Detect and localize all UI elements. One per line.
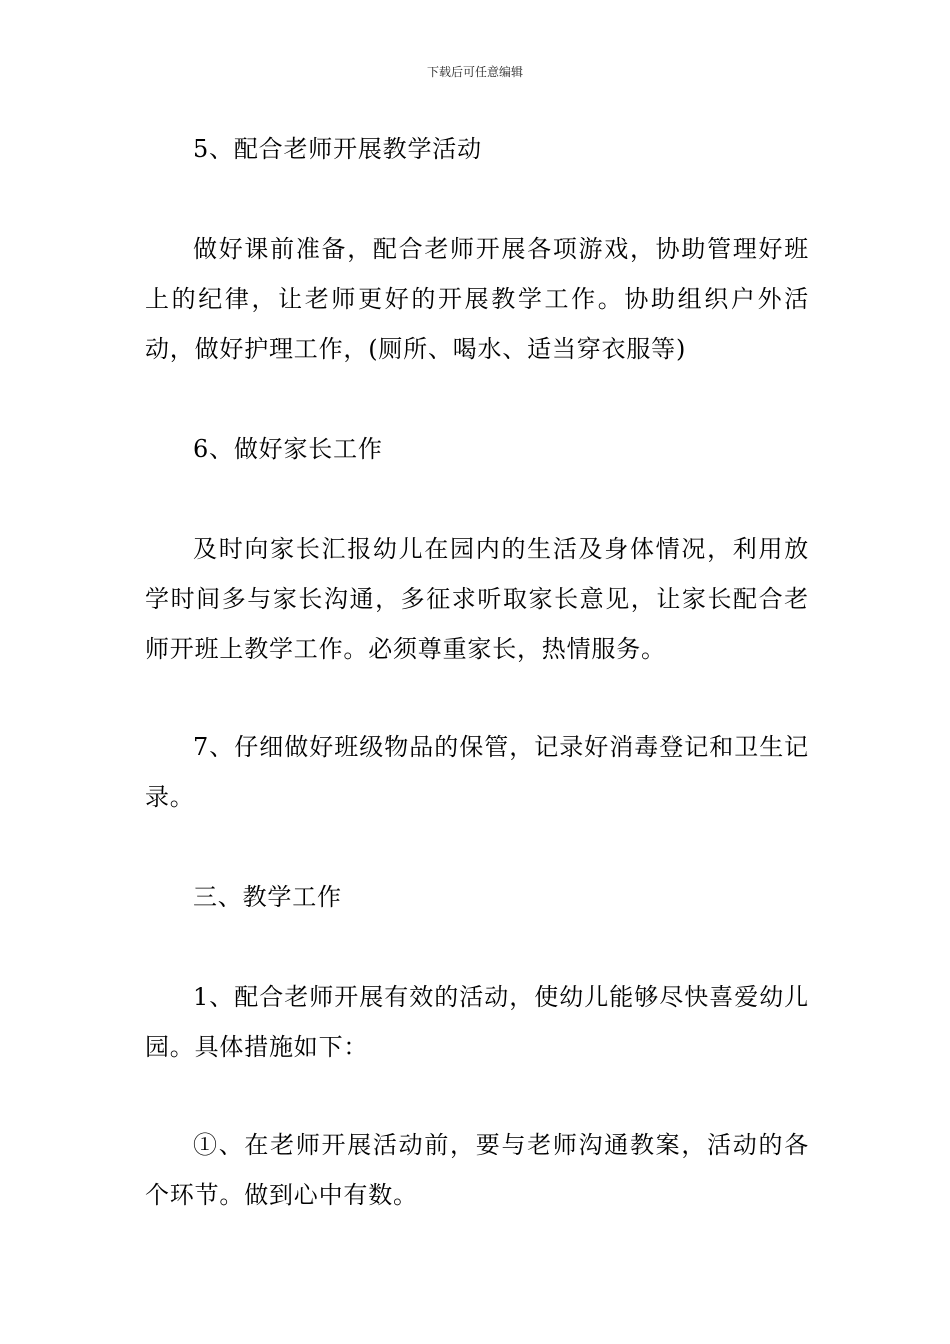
list-item-1: 1、配合老师开展有效的活动，使幼儿能够尽快喜爱幼儿园。具体措施如下：: [145, 983, 809, 1061]
body-paragraph-class-activities: 做好课前准备，配合老师开展各项游戏，协助管理好班上的纪律，让老师更好的开展教学工作。协助组织户外活动，做好护理工作，(厕所、喝水、适当穿衣服等): [145, 235, 809, 363]
section-heading-6: 6、做好家长工作: [193, 435, 383, 463]
list-item-circled-1: ①、在老师开展活动前，要与老师沟通教案，活动的各个环节。做到心中有数。: [145, 1131, 809, 1209]
page-header-note: 下载后可任意编辑: [426, 65, 523, 79]
section-heading-7: 7、仔细做好班级物品的保管，记录好消毒登记和卫生记录。: [145, 733, 809, 811]
section-heading-5: 5、配合老师开展教学活动: [193, 135, 482, 163]
body-paragraph-parent-work: 及时向家长汇报幼儿在园内的生活及身体情况，利用放学时间多与家长沟通，多征求听取家长意见，让家长配合老师开班上教学工作。必须尊重家长，热情服务。: [145, 535, 809, 663]
chapter-heading-teaching-work: 三、教学工作: [193, 883, 342, 911]
